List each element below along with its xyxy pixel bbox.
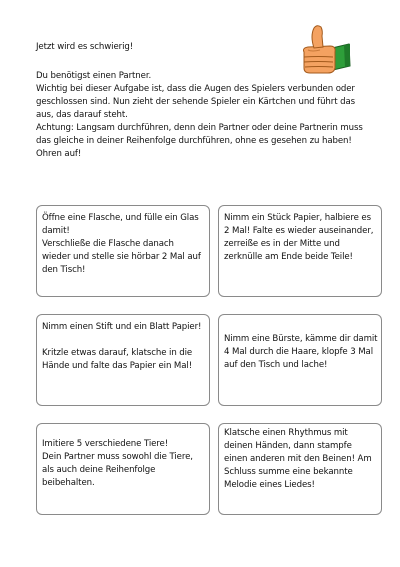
card-line: Imitiere 5 verschiedene Tiere!	[42, 439, 169, 449]
card-line: Verschließe die Flasche danach	[42, 239, 174, 249]
card-line: Klatsche einen Rhythmus mit	[224, 428, 348, 438]
card-line: Melodie eines Liedes!	[224, 480, 315, 490]
card-line: beibehalten.	[42, 478, 95, 488]
task-card	[218, 423, 382, 515]
card-line: als auch deine Reihenfolge	[42, 465, 156, 475]
card-line: Nimm einen Stift und ein Blatt Papier!	[42, 322, 202, 332]
task-card	[36, 205, 210, 297]
task-card	[36, 423, 210, 515]
task-card	[218, 205, 382, 297]
card-line: Schluss summe eine bekannte	[224, 467, 353, 477]
intro-line: Wichtig bei dieser Aufgabe ist, dass die Augen des Spielers verbunden oder	[36, 84, 355, 94]
card-line: damit!	[42, 226, 70, 236]
intro-line: Achtung: Langsam durchführen, denn dein Partner oder deine Partnerin muss	[36, 123, 363, 133]
task-card	[218, 314, 382, 406]
thumbs-up-icon	[292, 22, 352, 78]
intro-line: geschlossen sind. Nun zieht der sehende Spieler ein Kärtchen und führt das	[36, 97, 355, 107]
card-line: zerknülle am Ende beide Teile!	[224, 252, 353, 262]
card-line: den Tisch!	[42, 265, 86, 275]
worksheet-title: Jetzt wird es schwierig!	[36, 42, 134, 52]
card-line: einen anderen mit den Beinen! Am	[224, 454, 372, 464]
intro-line: das gleiche in deiner Reihenfolge durchführen, ohne es gesehen zu haben!	[36, 136, 352, 146]
intro-line: Du benötigst einen Partner.	[36, 71, 152, 81]
task-card	[36, 314, 210, 406]
intro-line: aus, das darauf steht.	[36, 110, 128, 120]
card-line: Kritzle etwas darauf, klatsche in die	[42, 348, 193, 358]
card-line: Nimm ein Stück Papier, halbiere es	[224, 213, 371, 223]
card-line: deinen Händen, dann stampfe	[224, 441, 352, 451]
intro-line: Ohren auf!	[36, 149, 82, 159]
card-line: auf den Tisch und lache!	[224, 360, 328, 370]
card-line: 2 Mal! Falte es wieder auseinander,	[224, 226, 374, 236]
card-line: Dein Partner muss sowohl die Tiere,	[42, 452, 193, 462]
card-line: zerreiße es in der Mitte und	[224, 239, 340, 249]
card-line: Hände und falte das Papier ein Mal!	[42, 361, 193, 371]
card-line: 4 Mal durch die Haare, klopfe 3 Mal	[224, 347, 373, 357]
card-line: Nimm eine Bürste, kämme dir damit	[224, 334, 378, 344]
card-line: Öffne eine Flasche, und fülle ein Glas	[42, 213, 199, 223]
card-line: wieder und stelle sie hörbar 2 Mal auf	[42, 252, 201, 262]
